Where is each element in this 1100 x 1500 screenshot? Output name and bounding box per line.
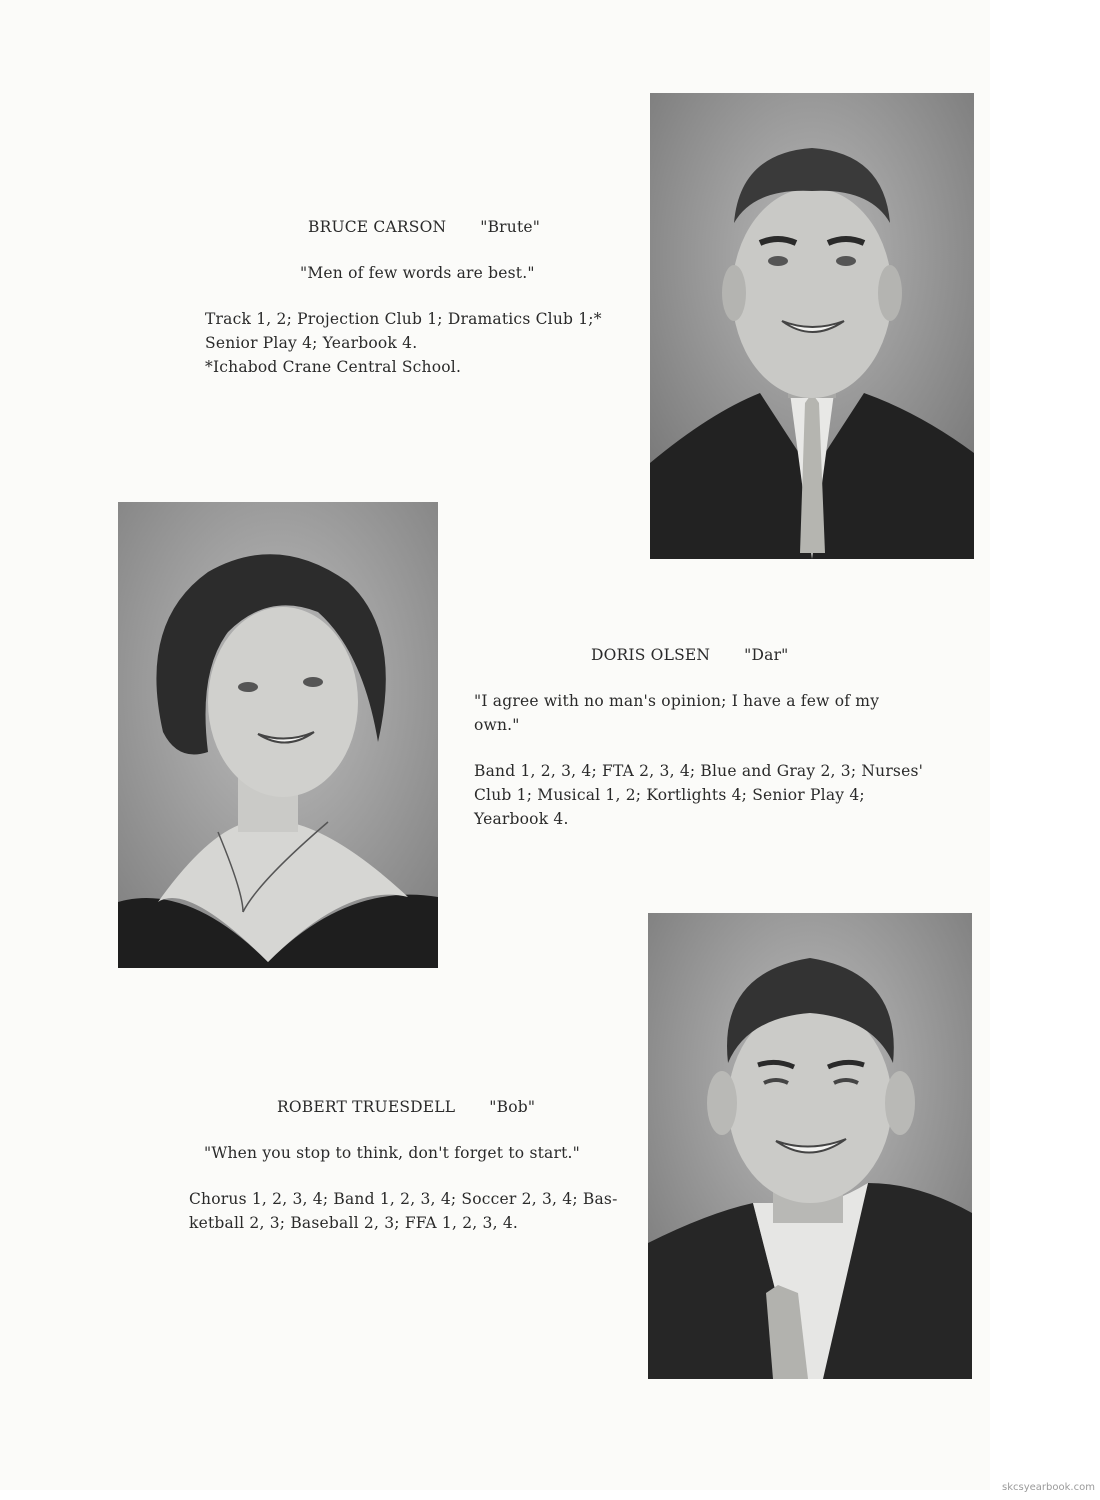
watermark-text: skcsyearbook.com <box>1002 1482 1095 1493</box>
student-name-line <box>205 215 625 239</box>
student-name: BRUCE CARSON <box>308 218 447 236</box>
portrait-photo-robert-truesdell <box>648 913 972 1379</box>
student-activities <box>474 759 934 831</box>
entry-bruce-carson <box>205 215 625 379</box>
student-quote <box>474 689 934 737</box>
entry-doris-olsen <box>474 643 934 831</box>
activities-line: Senior Play 4; Yearbook 4. <box>205 334 418 352</box>
portrait-photo-bruce-carson <box>650 93 974 559</box>
student-activities <box>205 307 625 379</box>
entry-robert-truesdell <box>189 1095 629 1235</box>
activities-line: Club 1; Musical 1, 2; Kortlights 4; Senior Play 4; <box>474 786 865 804</box>
footnote-line: *Ichabod Crane Central School. <box>205 358 462 376</box>
student-name: ROBERT TRUESDELL <box>277 1098 456 1116</box>
activities-line: Band 1, 2, 3, 4; FTA 2, 3, 4; Blue and Gray 2, 3; Nurses' <box>474 762 924 780</box>
student-nickname: "Brute" <box>480 218 541 236</box>
student-name-line <box>474 643 934 667</box>
student-name: DORIS OLSEN <box>591 646 711 664</box>
activities-line: Yearbook 4. <box>474 810 569 828</box>
activities-line: Chorus 1, 2, 3, 4; Band 1, 2, 3, 4; Soccer 2, 3, 4; Bas- <box>189 1190 618 1208</box>
student-quote: "Men of few words are best." <box>300 264 535 282</box>
student-quote: "When you stop to think, don't forget to start." <box>204 1144 580 1162</box>
activities-line: ketball 2, 3; Baseball 2, 3; FFA 1, 2, 3, 4. <box>189 1214 519 1232</box>
activities-line: Track 1, 2; Projection Club 1; Dramatics Club 1;* <box>205 310 602 328</box>
quote-line: own." <box>474 716 520 734</box>
student-nickname: "Bob" <box>489 1098 536 1116</box>
student-nickname: "Dar" <box>744 646 789 664</box>
student-name-line <box>189 1095 629 1119</box>
portrait-photo-doris-olsen <box>118 502 438 968</box>
student-activities <box>189 1187 629 1235</box>
quote-line: "I agree with no man's opinion; I have a few of my <box>474 692 880 710</box>
